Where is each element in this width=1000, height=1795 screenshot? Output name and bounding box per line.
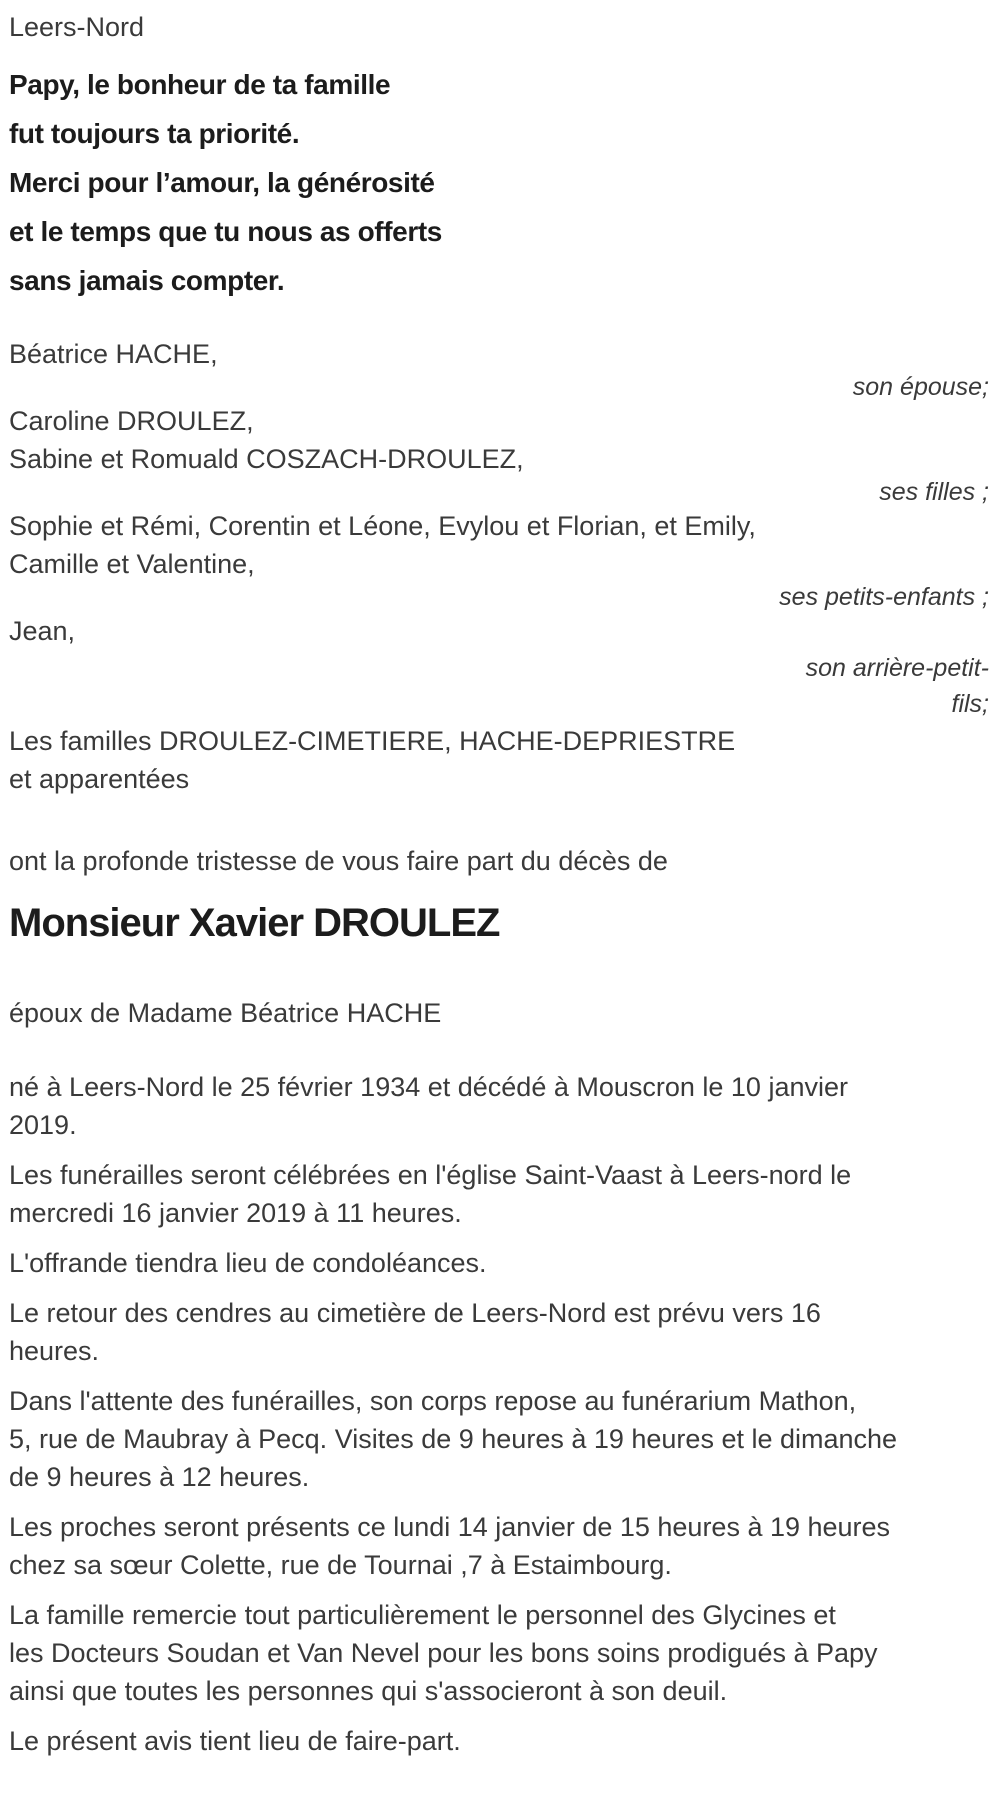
notice-line: Dans l'attente des funérailles, son corps repose au funérarium Mathon, — [9, 1386, 857, 1416]
notice-line: de 9 heures à 12 heures. — [9, 1462, 310, 1492]
notice-line: La famille remercie tout particulièrement le personnel des Glycines et — [9, 1600, 836, 1630]
notice-paragraph — [9, 1156, 990, 1232]
family-member-line: Sabine et Romuald COSZACH-DROULEZ, — [9, 444, 524, 474]
notice-paragraph — [9, 1382, 990, 1496]
family-relation-label: ses petits-enfants ; — [779, 583, 989, 611]
notice-paragraph — [9, 1722, 990, 1760]
notice-paragraph — [9, 1294, 990, 1370]
family-member-line: Jean, — [9, 616, 76, 646]
notice-line: ainsi que toutes les personnes qui s'associeront à son deuil. — [9, 1676, 728, 1706]
notice-paragraph — [9, 1596, 990, 1710]
notice-details — [9, 1068, 990, 1760]
tribute-quote — [9, 60, 990, 305]
tribute-line: et le temps que tu nous as offerts — [9, 216, 442, 247]
notice-paragraph — [9, 1244, 990, 1282]
family-member-line: Caroline DROULEZ, — [9, 406, 254, 436]
spouse-line: époux de Madame Béatrice HACHE — [9, 998, 442, 1028]
family-list — [9, 335, 990, 798]
tribute-line: fut toujours ta priorité. — [9, 118, 300, 149]
notice-line: 5, rue de Maubray à Pecq. Visites de 9 heures à 19 heures et le dimanche — [9, 1424, 898, 1454]
notice-paragraph — [9, 1068, 990, 1144]
announcement-intro: ont la profonde tristesse de vous faire part du décès de — [9, 846, 668, 876]
tribute-line: Papy, le bonheur de ta famille — [9, 69, 391, 100]
family-relation-label: son arrière-petit-fils; — [805, 654, 989, 718]
notice-line: Les funérailles seront célébrées en l'église Saint-Vaast à Leers-nord le — [9, 1160, 852, 1190]
notice-line: né à Leers-Nord le 25 février 1934 et décédé à Mouscron le 10 janvier — [9, 1072, 848, 1102]
family-member-line: et apparentées — [9, 764, 190, 794]
tribute-line: Merci pour l’amour, la générosité — [9, 167, 435, 198]
family-member-line: Sophie et Rémi, Corentin et Léone, Evylou et Florian, et Emily, — [9, 511, 756, 541]
family-member-line: Les familles DROULEZ-CIMETIERE, HACHE-DEPRIESTRE — [9, 726, 736, 756]
notice-line: les Docteurs Soudan et Van Nevel pour les bons soins prodigués à Papy — [9, 1638, 878, 1668]
notice-line: 2019. — [9, 1110, 77, 1140]
notice-line: L'offrande tiendra lieu de condoléances. — [9, 1248, 487, 1278]
notice-line: heures. — [9, 1336, 100, 1366]
family-member-line: Béatrice HACHE, — [9, 339, 218, 369]
family-relation-label: son épouse; — [852, 373, 989, 401]
notice-paragraph — [9, 1508, 990, 1584]
notice-line: mercredi 16 janvier 2019 à 11 heures. — [9, 1198, 462, 1228]
location-label: Leers-Nord — [9, 12, 145, 42]
notice-line: chez sa sœur Colette, rue de Tournai ,7 à Estaimbourg. — [9, 1550, 672, 1580]
family-relation-label: ses filles ; — [879, 478, 989, 506]
notice-line: Le présent avis tient lieu de faire-part. — [9, 1726, 461, 1756]
notice-line: Les proches seront présents ce lundi 14 janvier de 15 heures à 19 heures — [9, 1512, 891, 1542]
tribute-line: sans jamais compter. — [9, 265, 285, 296]
notice-line: Le retour des cendres au cimetière de Leers-Nord est prévu vers 16 — [9, 1298, 821, 1328]
family-member-line: Camille et Valentine, — [9, 549, 255, 579]
deceased-name-heading: Monsieur Xavier DROULEZ — [9, 901, 500, 945]
